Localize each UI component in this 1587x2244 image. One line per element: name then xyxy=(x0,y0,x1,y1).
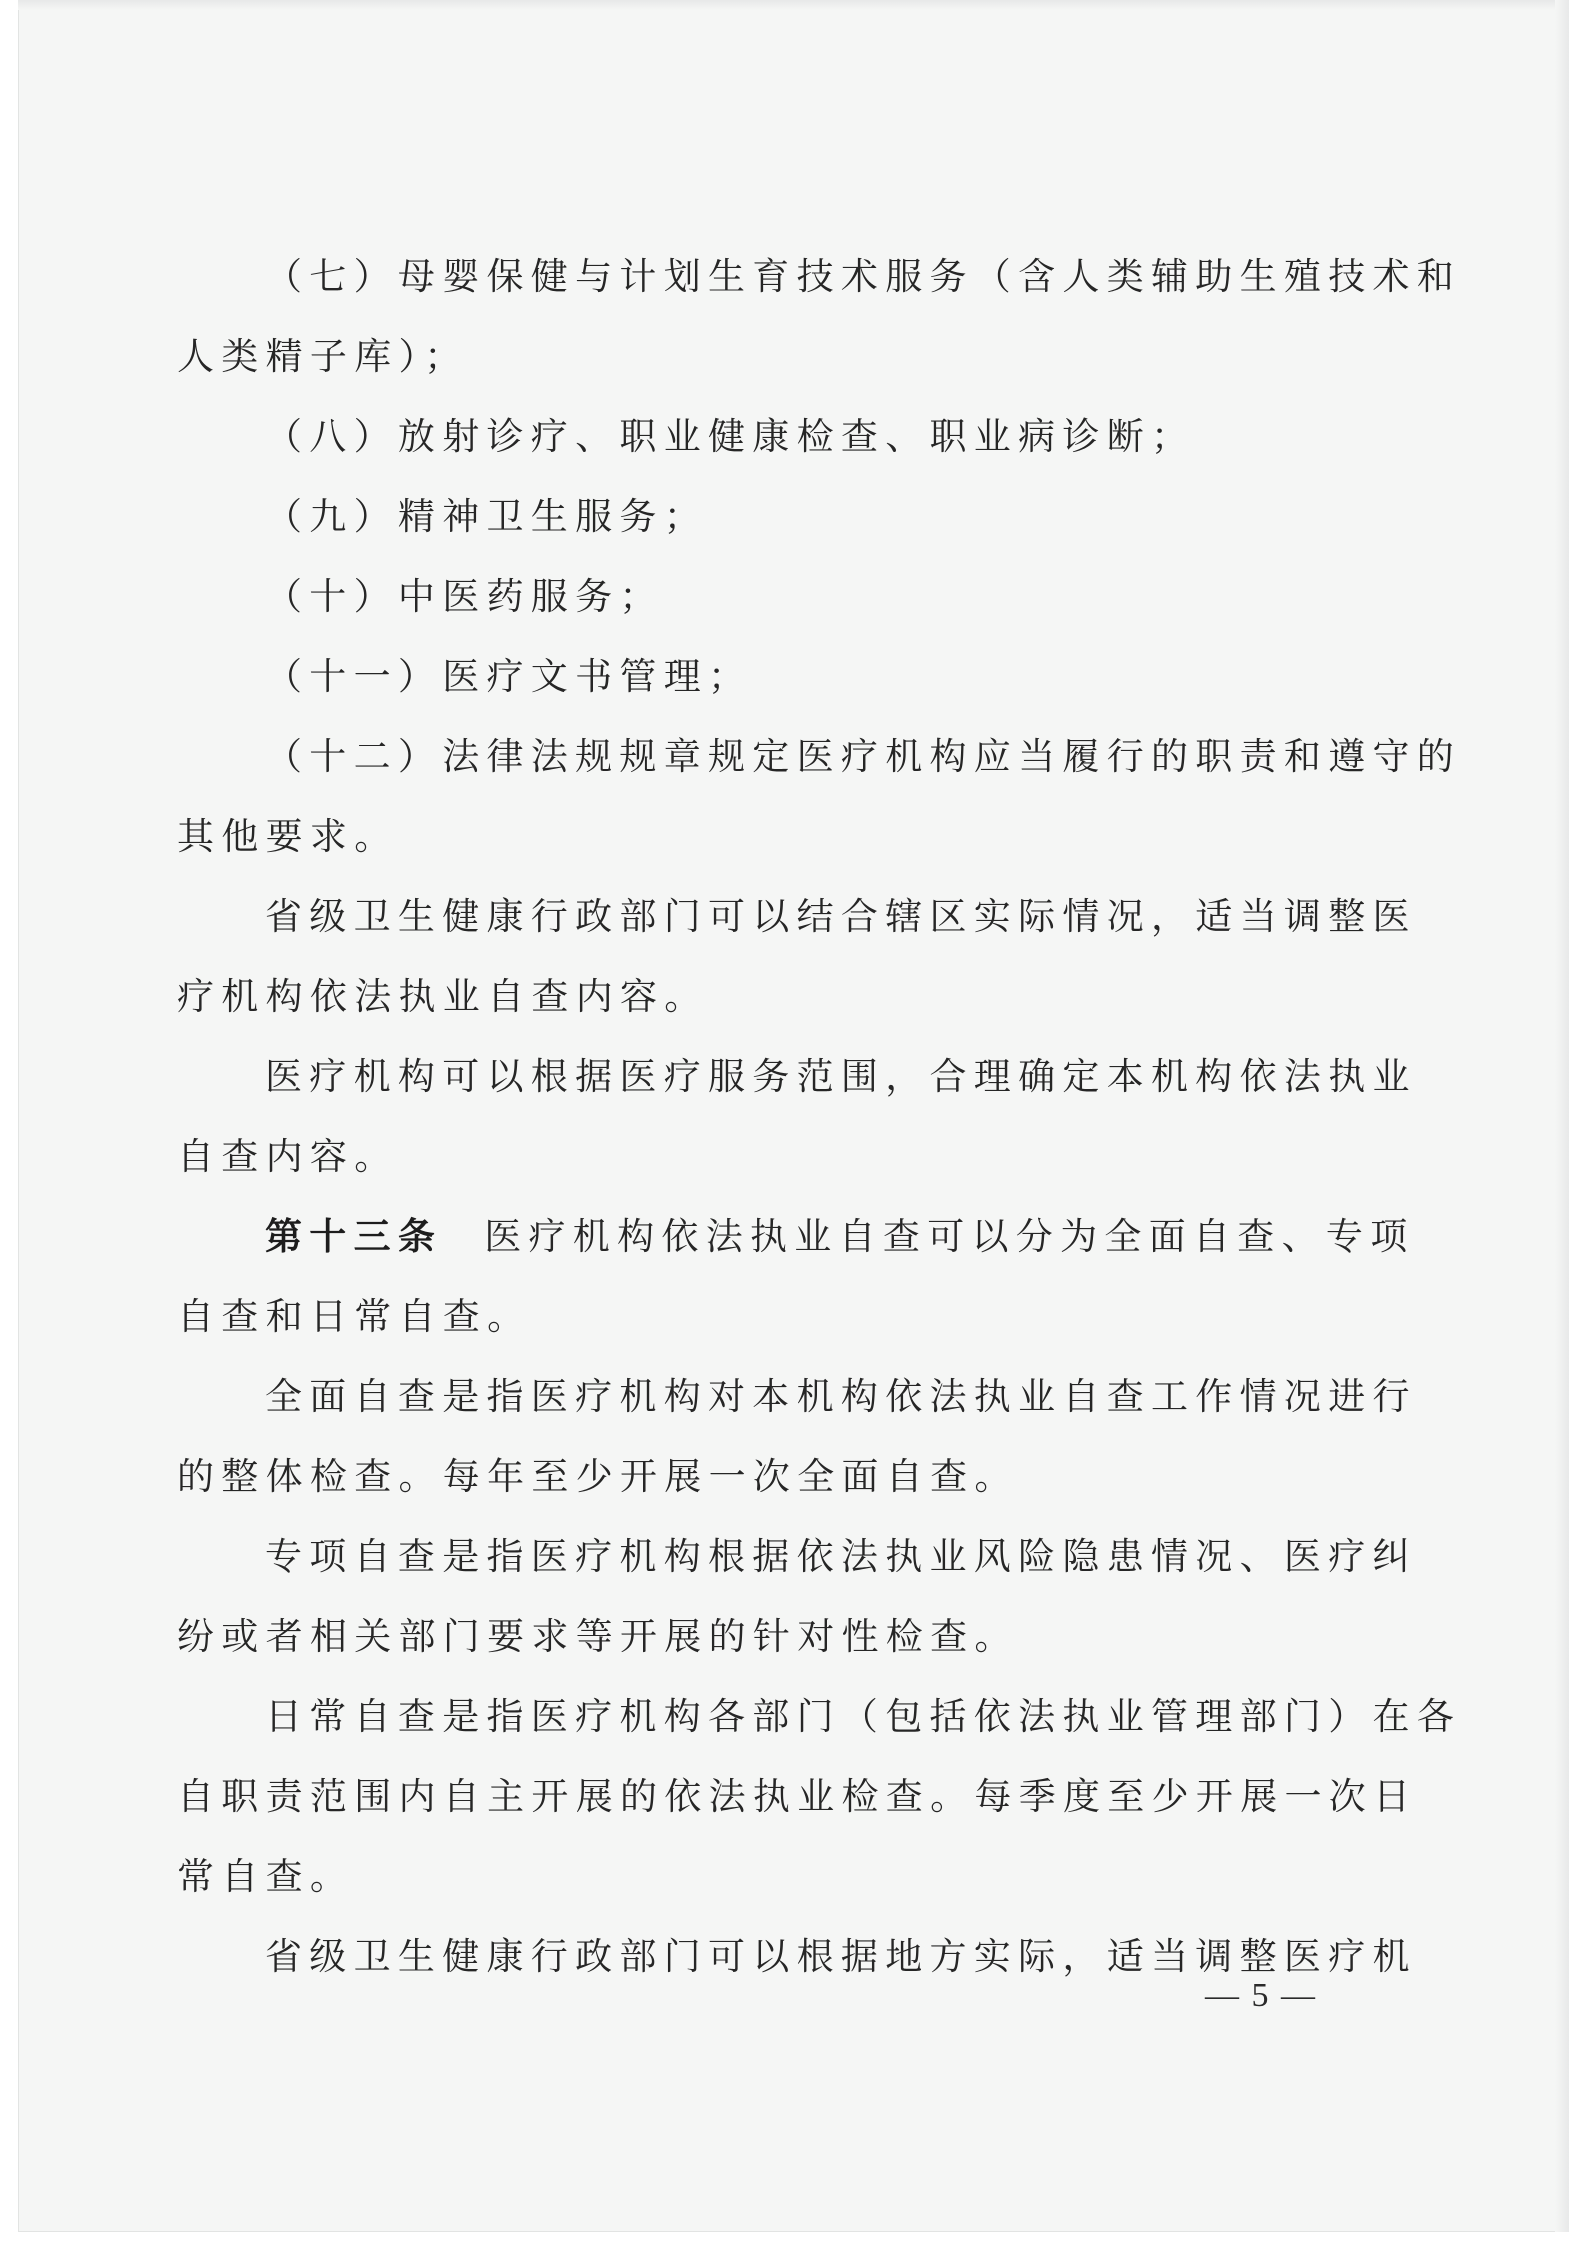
text-line: 自查内容。 xyxy=(177,1135,399,1178)
text-line: （十二）法律法规规章规定医疗机构应当履行的职责和遵守的 xyxy=(265,735,1462,778)
text-line: 常自查。 xyxy=(177,1855,355,1898)
text-line: （七）母婴保健与计划生育技术服务（含人类辅助生殖技术和 xyxy=(265,255,1462,298)
article-13-text: 医疗机构依法执业自查可以分为全面自查、专项 xyxy=(484,1215,1415,1258)
text-line: 自职责范围内自主开展的依法执业检查。每季度至少开展一次日 xyxy=(177,1775,1418,1818)
text-line: 全面自查是指医疗机构对本机构依法执业自查工作情况进行 xyxy=(265,1375,1417,1418)
text-line: 其他要求。 xyxy=(177,815,399,858)
text-line: 医疗机构可以根据医疗服务范围，合理确定本机构依法执业 xyxy=(265,1055,1417,1098)
text-line: （九）精神卫生服务； xyxy=(265,495,708,538)
text-line: （十一）医疗文书管理； xyxy=(265,655,753,698)
scan-top-edge xyxy=(18,0,1569,10)
text-line: 纷或者相关部门要求等开展的针对性检查。 xyxy=(177,1615,1019,1658)
article-heading: 第十三条 xyxy=(265,1215,443,1258)
page-number: — 5 — xyxy=(1205,1977,1317,2014)
document-body xyxy=(177,237,1462,1997)
text-line: 人类精子库）； xyxy=(177,335,469,378)
text-line: 的整体检查。每年至少开展一次全面自查。 xyxy=(177,1455,1019,1498)
text-line: 省级卫生健康行政部门可以根据地方实际，适当调整医疗机 xyxy=(265,1935,1417,1978)
text-line: 疗机构依法执业自查内容。 xyxy=(177,975,709,1018)
text-line: 自查和日常自查。 xyxy=(177,1295,532,1338)
article-13-first-line xyxy=(177,1197,1415,1277)
text-line: （十）中医药服务； xyxy=(265,575,664,618)
text-line: 省级卫生健康行政部门可以结合辖区实际情况，适当调整医 xyxy=(265,895,1417,938)
scan-right-edge xyxy=(1555,0,1569,2232)
text-line: （八）放射诊疗、职业健康检查、职业病诊断； xyxy=(265,415,1196,458)
text-line: 日常自查是指医疗机构各部门（包括依法执业管理部门）在各 xyxy=(265,1695,1462,1738)
text-line: 专项自查是指医疗机构根据依法执业风险隐患情况、医疗纠 xyxy=(265,1535,1417,1578)
